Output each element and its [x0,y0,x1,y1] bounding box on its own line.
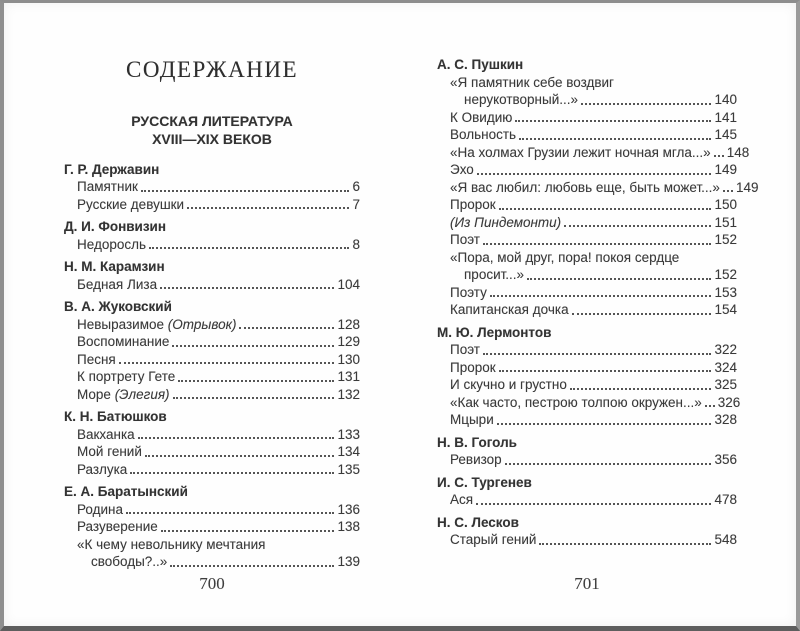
toc-entry [64,178,360,196]
dot-leader [477,173,712,175]
author-name: Н. М. Карамзин [64,259,165,274]
dot-leader [483,243,711,245]
toc-section [437,56,759,319]
toc-entry [437,301,737,319]
entry-page-number: 356 [714,452,737,467]
entry-page-number: 128 [337,316,360,332]
entry-page-number: 6 [352,179,360,194]
entry-title: Пророк [450,197,496,212]
toc-entry [64,316,360,334]
entry-title: К портрету Гете [77,369,176,384]
dot-leader [145,455,335,457]
entry-title: Ася [450,492,474,507]
toc-entry [437,179,759,197]
toc-section [64,408,360,478]
toc-entry [437,231,737,249]
dot-leader [505,463,712,465]
entry-title: просит...» [464,267,525,282]
dot-leader [572,313,712,315]
author-name: К. Н. Батюшков [64,409,167,424]
dot-leader [539,543,711,545]
left-page-column [64,57,360,571]
author-name: Г. Р. Державин [64,161,160,177]
entry-title [450,214,561,232]
dot-leader [714,155,724,157]
entry-title: Памятник [77,179,138,194]
entry-title: Недоросль [77,236,147,252]
toc-section [437,474,737,509]
toc-entry [437,144,750,162]
author-name: Д. И. Фонвизин [64,219,167,234]
entry-page-number: 133 [337,426,360,442]
toc-entry [437,451,737,469]
toc-entry [64,386,360,404]
dot-leader [161,530,335,532]
entry-title: Поэту [450,284,487,300]
entry-page-number: 140 [714,92,737,107]
dot-leader [172,345,334,347]
toc-entry [64,351,360,369]
dot-leader [497,423,712,425]
entry-title-line1: «Пора, мой друг, пора! покоя сердце [450,249,680,265]
entry-page-number: 132 [337,386,360,402]
entry-title: К Овидию [450,109,513,125]
toc-title: СОДЕРЖАНИЕ [125,57,298,82]
entry-page-number: 151 [714,214,737,230]
dot-leader [499,208,712,210]
toc-section [437,434,737,469]
dot-leader [239,327,334,329]
entry-page-number: 324 [714,359,737,375]
dot-leader [581,103,711,105]
entry-title: «Я вас любил: любовь еще, быть может...» [450,179,720,195]
toc-entry [64,553,360,571]
entry-page-number: 149 [714,162,737,177]
toc-entry [437,196,737,214]
entry-page-number: 131 [337,369,360,384]
entry-page-number: 139 [337,554,360,569]
dot-leader [178,380,334,382]
entry-title-italic: (Из Пиндемонти) [450,214,562,230]
dot-leader [519,138,711,140]
author-name: Н. В. Гоголь [437,434,517,450]
entry-page-number: 141 [714,109,737,125]
entry-title: Поэт [450,342,480,357]
dot-leader [149,247,349,249]
right-page-number: 701 [574,574,600,593]
entry-title: Пророк [450,359,496,375]
toc-entry [64,501,360,519]
entry-title-line1: «Я памятник себе воздвиг [450,74,614,90]
dot-leader [527,278,711,280]
toc-entry [437,491,737,509]
toc-entry [64,236,360,254]
entry-title: Море (Элегия) [77,386,170,402]
toc-entry [64,426,360,444]
entry-page-number: 136 [337,501,360,517]
entry-title: Невыразимое (Отрывок) [77,316,237,332]
dot-leader [119,362,335,364]
left-page-number: 700 [199,574,225,593]
dot-leader [499,370,712,372]
dot-leader [187,207,349,209]
dot-leader [490,295,712,297]
toc-entry [437,91,737,109]
entry-title: Песня [77,351,116,367]
entry-page-number: 152 [714,232,737,247]
entry-page-number: 478 [714,492,737,507]
entry-page-number: 322 [714,342,737,357]
entry-page-number: 138 [337,519,360,534]
toc-entry [64,368,360,386]
entry-page-number: 548 [714,532,737,547]
entry-page-number: 154 [714,302,737,317]
entry-title: Воспоминание [77,334,170,349]
entry-title: Вольность [450,127,517,142]
dot-leader [564,225,711,227]
dot-leader [138,437,335,439]
entry-page-number: 150 [714,197,737,212]
entry-title: Капитанская дочка [450,302,569,317]
toc-subtitle [64,112,360,148]
dot-leader [141,190,350,192]
toc-section [437,324,741,429]
toc-entry [437,376,737,394]
entry-title: «Как часто, пестрою толпою окружен...» [450,394,702,410]
entry-title: Родина [77,501,124,517]
entry-page-number: 148 [726,144,750,160]
entry-title: И скучно и грустно [450,377,567,392]
entry-title: Бедная Лиза [77,276,158,292]
dot-leader [515,120,711,122]
dot-leader [570,388,712,390]
entry-title: Мой гений [77,444,142,459]
entry-title-line1: «К чему невольнику мечтания [77,536,266,552]
toc-entry [437,359,737,377]
toc-section [64,298,360,403]
entry-page-number: 145 [714,127,737,142]
right-page-sections [437,56,759,549]
author-name: И. С. Тургенев [437,474,532,490]
toc-entry [64,461,360,479]
entry-page-number: 7 [352,196,360,212]
entry-page-number: 326 [717,394,741,410]
entry-title: Старый гений [450,532,537,547]
toc-entry [437,531,737,549]
dot-leader [173,397,335,399]
toc-entry [437,109,737,127]
entry-page-number: 8 [352,236,360,252]
toc-entry [437,394,741,412]
entry-title: нерукотворный...» [464,92,579,107]
entry-title: Мцыри [450,412,494,427]
toc-section [64,218,360,253]
toc-entry [437,161,737,179]
author-name: Н. С. Лесков [437,514,519,530]
left-page-sections [64,161,360,571]
entry-page-number: 135 [337,461,360,477]
entry-title-italic: (Элегия) [114,386,170,402]
toc-entry [437,284,737,302]
toc-entry [64,333,360,351]
entry-title: Разлука [77,461,128,477]
toc-entry [64,196,360,214]
dot-leader [705,405,715,407]
toc-section [64,483,360,571]
toc-entry [437,126,737,144]
toc-entry [437,411,737,429]
author-name: В. А. Жуковский [64,299,172,314]
entry-page-number: 130 [337,351,360,367]
entry-title: Ревизор [450,452,502,467]
toc-section [64,258,360,293]
dot-leader [160,287,334,289]
dot-leader [476,503,711,505]
entry-title-italic: (Отрывок) [167,316,237,332]
entry-page-number: 149 [735,179,759,195]
entry-page-number: 328 [714,412,737,427]
dot-leader [170,565,334,567]
dot-leader [483,353,711,355]
entry-page-number: 153 [714,284,737,300]
author-name: А. С. Пушкин [437,57,524,72]
dot-leader [126,512,334,514]
toc-subtitle-line2: XVIII—XIX ВЕКОВ [152,130,272,147]
toc-entry [64,518,360,536]
toc-entry [437,214,737,232]
toc-subtitle-line1: РУССКАЯ ЛИТЕРАТУРА [131,112,293,129]
entry-page-number: 152 [714,267,737,282]
entry-title: Русские девушки [77,196,185,212]
entry-page-number: 104 [337,276,360,292]
entry-page-number: 129 [337,334,360,349]
toc-entry [437,341,737,359]
toc-section [437,514,737,549]
entry-page-number: 325 [714,377,737,392]
toc-entry [64,276,360,294]
entry-title: свободы?..» [91,554,168,569]
entry-title: Разуверение [77,519,158,534]
author-name: Е. А. Баратынский [64,484,188,499]
entry-title: Поэт [450,232,480,247]
entry-page-number: 134 [337,444,360,459]
dot-leader [130,472,334,474]
entry-title: «На холмах Грузии лежит ночная мгла...» [450,144,711,160]
dot-leader [723,190,733,192]
entry-title: Вакханка [77,426,135,442]
toc-entry [437,266,737,284]
right-page-column [437,56,759,549]
toc-section [64,161,360,214]
entry-title: Эхо [450,162,474,177]
author-name: М. Ю. Лермонтов [437,324,552,340]
toc-entry [64,443,360,461]
